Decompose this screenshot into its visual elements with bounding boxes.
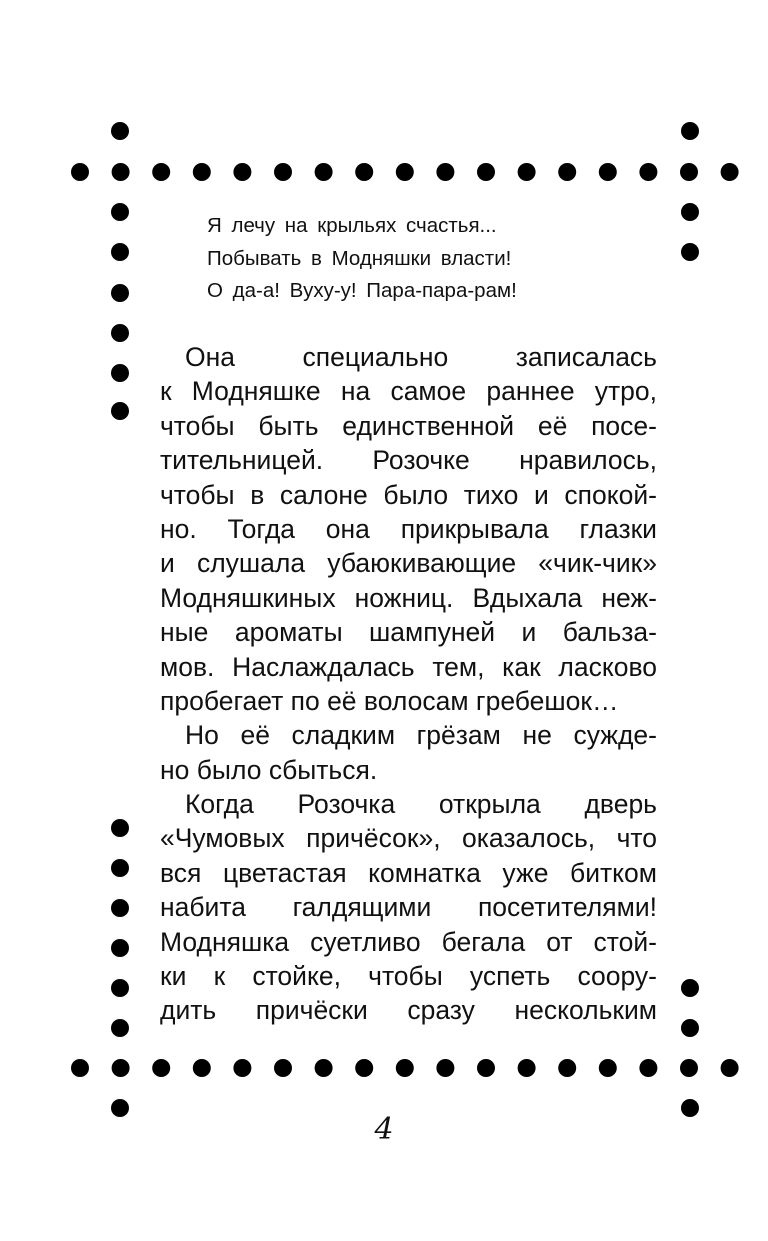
text-line: набита галдящими посетителями! xyxy=(160,892,657,923)
border-dot xyxy=(112,1059,130,1077)
border-dot xyxy=(152,163,170,181)
border-dot xyxy=(639,163,657,181)
border-dot xyxy=(111,122,129,140)
border-dot xyxy=(436,1059,454,1077)
border-dot xyxy=(111,819,129,837)
border-dot xyxy=(396,163,414,181)
text-line: тительницей. Розочке нравилось, xyxy=(160,445,657,476)
border-dot xyxy=(111,203,129,221)
border-dot xyxy=(274,163,292,181)
text-line: чтобы в салоне было тихо и спокой- xyxy=(160,479,657,510)
text-line: но было сбыться. xyxy=(160,754,378,785)
poem-verse xyxy=(207,210,517,308)
text-line: «Чумовых причёсок», оказалось, что xyxy=(160,823,657,854)
border-dot xyxy=(233,1059,251,1077)
border-dot xyxy=(599,163,617,181)
text-line: ки к стойке, чтобы успеть соору- xyxy=(160,961,657,992)
border-dot xyxy=(681,1099,699,1117)
border-dot xyxy=(396,1059,414,1077)
text-line: Когда Розочка открыла дверь xyxy=(185,789,657,820)
border-dot xyxy=(71,1059,89,1077)
border-dot xyxy=(639,1059,657,1077)
border-dot xyxy=(721,163,739,181)
border-dot xyxy=(599,1059,617,1077)
poem-line: Я лечу на крыльях счастья... xyxy=(207,214,497,237)
border-dot xyxy=(71,163,89,181)
border-dot xyxy=(111,1019,129,1037)
text-line: вся цветастая комнатка уже битком xyxy=(160,857,657,888)
border-dot xyxy=(193,163,211,181)
text-line: чтобы быть единственной её посе- xyxy=(160,410,657,441)
text-line: и слушала убаюкивающие «чик-чик» xyxy=(160,548,657,579)
border-dot xyxy=(355,1059,373,1077)
border-dot xyxy=(111,324,129,342)
text-line: Модняшка суетливо бегала от стой- xyxy=(160,926,657,957)
border-dot xyxy=(152,1059,170,1077)
border-dot xyxy=(111,284,129,302)
border-dot xyxy=(112,163,130,181)
border-dot xyxy=(111,243,129,261)
text-line: но. Тогда она прикрывала глазки xyxy=(160,513,657,544)
border-dot xyxy=(681,122,699,140)
border-dot xyxy=(274,1059,292,1077)
border-dot xyxy=(477,163,495,181)
body-text xyxy=(160,340,657,1028)
border-dot xyxy=(681,243,699,261)
text-line: пробегает по её волосам гребешок… xyxy=(160,685,619,716)
border-dot xyxy=(681,979,699,997)
border-dot xyxy=(233,163,251,181)
text-line: Но её сладким грёзам не сужде- xyxy=(185,720,657,751)
border-dot xyxy=(477,1059,495,1077)
text-line: к Модняшке на самое раннее утро, xyxy=(160,376,657,407)
border-dot xyxy=(111,402,129,420)
border-dot xyxy=(680,163,698,181)
border-dot xyxy=(518,1059,536,1077)
border-dot xyxy=(721,1059,739,1077)
text-line: Модняшкиных ножниц. Вдыхала неж- xyxy=(160,582,657,613)
text-line: Она специально записалась xyxy=(185,342,657,372)
border-dot xyxy=(111,1099,129,1117)
border-dot xyxy=(681,203,699,221)
text-line: мов. Наслаждалась тем, как ласково xyxy=(160,651,657,682)
border-dot xyxy=(558,1059,576,1077)
border-dot xyxy=(315,163,333,181)
border-dot xyxy=(518,163,536,181)
border-dot xyxy=(193,1059,211,1077)
border-dot xyxy=(436,163,454,181)
text-line: дить причёски сразу нескольким xyxy=(160,995,657,1026)
page-number: 4 xyxy=(374,1112,394,1147)
border-dot xyxy=(558,163,576,181)
border-dot xyxy=(355,163,373,181)
border-dot xyxy=(111,364,129,382)
poem-line: Побывать в Модняшки власти! xyxy=(207,246,512,270)
border-dot xyxy=(680,1059,698,1077)
border-dot xyxy=(111,939,129,957)
border-dot xyxy=(111,859,129,877)
border-dot xyxy=(681,1019,699,1037)
poem-line: О да-а! Вуху-у! Пара-пара-рам! xyxy=(207,279,517,302)
text-line: ные ароматы шампуней и бальза- xyxy=(160,617,657,648)
border-dot xyxy=(111,979,129,997)
border-dot xyxy=(111,899,129,917)
border-dot xyxy=(315,1059,333,1077)
